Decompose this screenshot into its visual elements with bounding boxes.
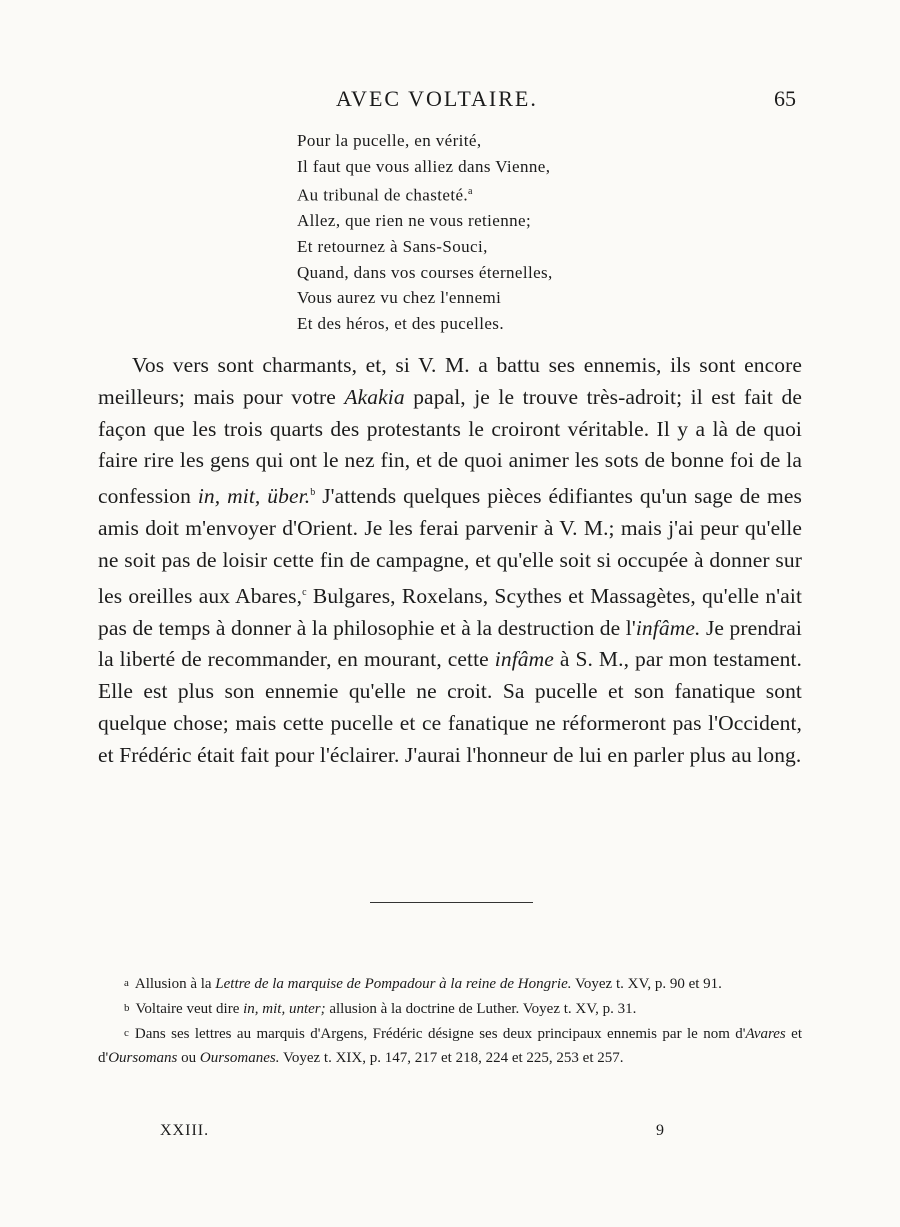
footnote-ref-a[interactable]: a [468, 186, 473, 198]
footnote-c [98, 1021, 802, 1070]
poem-line: Vous aurez vu chez l'ennemi [297, 288, 502, 308]
text-run: Voyez t. XIX, p. 147, 217 et 218, 224 et 225, 253 et 257. [279, 1050, 624, 1066]
text-run: et d' [98, 1026, 802, 1066]
italic-run: Oursomanes. [199, 1050, 280, 1066]
section-divider [370, 902, 533, 903]
text-run: papal, je le trouve très-adroit; il est fait de façon que les trois quarts des protestants le croiront véritable. Il y a là de quoi faire rire les gens qui ont le nez fin, et de quoi animer les sots de bonne foi de la confession [98, 384, 802, 509]
poem-line: Quand, dans vos courses éternelles, [297, 262, 553, 282]
poem-block [297, 128, 553, 336]
text-run: Voyez t. XV, p. 90 et 91. [571, 976, 722, 992]
footnote-marker: b [124, 1002, 130, 1014]
text-run: allusion à la doctrine de Luther. Voyez t. XV, p. 31. [325, 1001, 637, 1017]
poem-line: Et retournez à Sans-Souci, [297, 237, 488, 257]
text-run: à S. M., par mon testament. Elle est plus son ennemie qu'elle ne croit. Sa pucelle et son fanatique sont quelque chose; mais cette pucelle et ce fanatique ne réformeront pas l'Occident, et Frédéric était fait pour l'éclairer. J'aurai l'honneur de lui en parler plus au long. [98, 647, 802, 767]
text-run: Voltaire veut dire [135, 1001, 244, 1017]
text-run: Allusion à la [134, 976, 216, 992]
footnote-marker: a [124, 977, 129, 989]
running-head: AVEC VOLTAIRE. [336, 86, 538, 111]
italic-run: Avares [745, 1026, 786, 1042]
page-number: 65 [774, 86, 796, 111]
footnote-b [98, 996, 802, 1021]
poem-line: Et des héros, et des pucelles. [297, 313, 504, 333]
sheet-number: 9 [656, 1122, 664, 1139]
poem-line: Il faut que vous alliez dans Vienne, [297, 156, 551, 176]
italic-run: in, mit, unter; [243, 1001, 326, 1017]
italic-run: Oursomans [108, 1050, 178, 1066]
text-run: Bulgares, Roxelans, Scythes et Massagètes, qu'elle n'ait pas de temps à donner à la philosophie et à la destruction de l' [98, 583, 803, 640]
italic-run: in, mit, über. [197, 484, 311, 509]
italic-run: infâme. [635, 615, 701, 640]
signature-mark: XXIII. [160, 1122, 210, 1139]
body-paragraph [98, 350, 802, 772]
text-run: Dans ses lettres au marquis d'Argens, Frédéric désigne ses deux principaux ennemis par le nom d' [134, 1026, 746, 1042]
footnote-ref-c[interactable]: c [302, 586, 307, 598]
text-run: Je prendrai la liberté de recommander, en mourant, cette [98, 615, 802, 672]
poem-line-text: Au tribunal de chasteté. [297, 185, 469, 205]
footnote-ref-b[interactable]: b [310, 487, 316, 499]
italic-run: infâme [494, 647, 554, 672]
text-run: ou [177, 1050, 200, 1066]
poem-line [297, 179, 553, 208]
poem-line: Pour la pucelle, en vérité, [297, 131, 482, 150]
text-run: Vos vers sont charmants, et, si V. M. a battu ses ennemis, ils sont encore meilleurs; mais pour votre [98, 353, 802, 409]
footnote-marker: c [124, 1027, 129, 1039]
text-run: J'attends quelques pièces édifiantes qu'un sage de mes amis doit m'envoyer d'Orient. Je les ferai parvenir à V. M.; mais j'ai peur qu'elle ne soit pas de loisir cette fin de campagne, et qu'elle soit si occupée à donner sur les oreilles aux Abares, [98, 484, 802, 608]
footnotes [98, 971, 802, 1070]
italic-run: Akakia [344, 384, 405, 409]
footnote-a [98, 971, 802, 996]
page-header [0, 86, 900, 116]
poem-line: Allez, que rien ne vous retienne; [297, 211, 532, 231]
italic-run: Lettre de la marquise de Pompadour à la reine de Hongrie. [215, 976, 572, 992]
